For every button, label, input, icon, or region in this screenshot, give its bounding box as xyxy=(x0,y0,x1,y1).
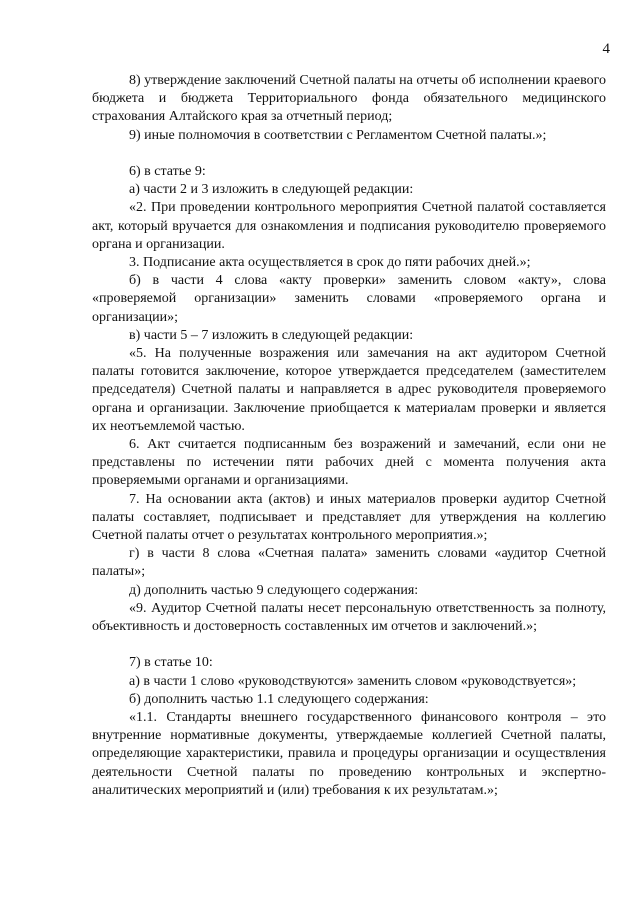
paragraph-article-9-b: б) в части 4 слова «акту проверки» заменить словом «акту», слова «проверяемой организации» заменить словами «проверяемого органа и организации»; xyxy=(92,273,606,325)
document-body xyxy=(92,72,606,800)
paragraph-article-9-a: а) части 2 и 3 изложить в следующей редакции: xyxy=(129,182,414,198)
paragraph-article-10-a: а) в части 1 слово «руководствуются» заменить словом «руководствуется»; xyxy=(129,673,577,689)
paragraph-part-9: «9. Аудитор Счетной палаты несет персональную ответственность за полноту, объективность и достоверность составленных им отчетов и заключений.»; xyxy=(92,600,606,635)
page-number: 4 xyxy=(602,41,610,57)
paragraph-article-10-heading: 7) в статье 10: xyxy=(129,655,213,671)
paragraph-article-9-g: г) в части 8 слова «Счетная палата» заменить словами «аудитор Счетной палаты»; xyxy=(92,546,606,580)
paragraph-article-9-heading: 6) в статье 9: xyxy=(129,164,206,179)
paragraph-part-1-1: «1.1. Стандарты внешнего государственного финансового контроля – это внутренние нормативные документы, утверждаемые коллегией Счетной палаты, определяющие характеристики, правила и процедуры организации и осуществления деятельности Счетной палаты по проведению контрольных и экспертно-аналитических мероприятий и (или) требования к их результатам.»; xyxy=(92,710,606,798)
paragraph-part-3: 3. Подписание акта осуществляется в срок до пяти рабочих дней.»; xyxy=(129,255,531,271)
paragraph-part-6: 6. Акт считается подписанным без возражений и замечаний, если они не представлены по истечении пяти рабочих дней с момента получения акта проверяемыми органами и организациями. xyxy=(92,437,606,489)
paragraph-article-9-v: в) части 5 – 7 изложить в следующей редакции: xyxy=(129,327,414,343)
paragraph-part-7: 7. На основании акта (актов) и иных материалов проверки аудитор Счетной палаты составляет, подписывает и представляет для утверждения на коллегию Счетной палаты отчет о результатах контрольного мероприятия.»; xyxy=(92,491,606,544)
paragraph-item-9: 9) иные полномочия в соответствии с Регламентом Счетной палаты.»; xyxy=(129,127,547,143)
paragraph-part-5: «5. На полученные возражения или замечания на акт аудитором Счетной палаты готовится заключение, которое утверждается председателем (заместителем председателя) Счетной палаты и направляется в адрес руководителя проверяемого органа и организации. Заключение приобщается к материалам проверки и является их неотъемлемой частью. xyxy=(92,346,606,434)
paragraph-item-8: 8) утверждение заключений Счетной палаты на отчеты об исполнении краевого бюджета и бюджета Территориального фонда обязательного медицинского страхования Алтайского края за отчетный период; xyxy=(92,73,606,125)
paragraph-article-10-b: б) дополнить частью 1.1 следующего содержания: xyxy=(129,691,429,707)
paragraph-part-2: «2. При проведении контрольного мероприятия Счетной палатой составляется акт, который вручается для ознакомления и подписания руководителю проверяемого органа и организации. xyxy=(92,200,606,252)
paragraph-article-9-d: д) дополнить частью 9 следующего содержания: xyxy=(129,582,419,598)
